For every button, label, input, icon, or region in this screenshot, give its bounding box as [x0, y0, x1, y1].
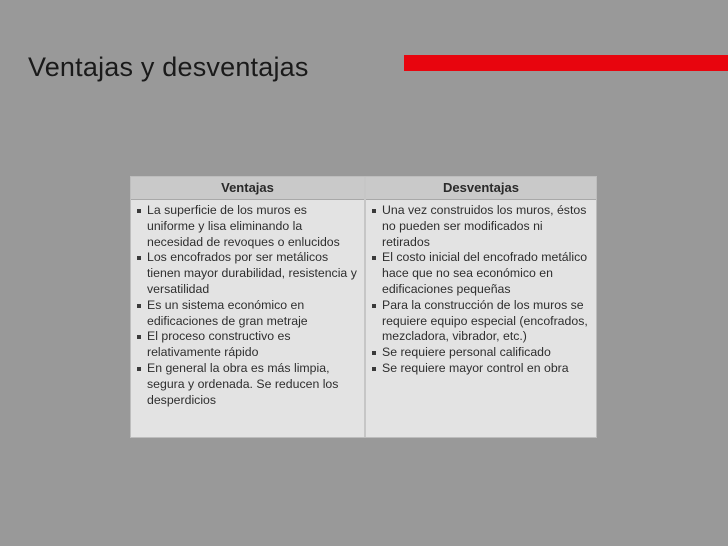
- accent-bar: [404, 55, 728, 71]
- bullet-icon: [372, 367, 376, 371]
- desventaja-text: Se requiere personal calificado: [382, 345, 551, 360]
- bullet-icon: [137, 335, 141, 339]
- desventajas-header: Desventajas: [366, 177, 596, 200]
- ventaja-item: [137, 250, 358, 297]
- desventaja-item: [372, 345, 590, 361]
- ventajas-list: [131, 200, 364, 408]
- slide-title: Ventajas y desventajas: [28, 52, 309, 82]
- ventaja-item: [137, 361, 358, 408]
- ventajas-header: Ventajas: [131, 177, 364, 200]
- desventaja-item: [372, 361, 590, 377]
- bullet-icon: [137, 304, 141, 308]
- ventaja-text: En general la obra es más limpia, segura y ordenada. Se reducen los desperdicios: [147, 360, 339, 407]
- bullet-icon: [372, 304, 376, 308]
- comparison-table-image: [130, 176, 597, 438]
- desventaja-item: [372, 203, 590, 250]
- desventaja-text: Una vez construidos los muros, éstos no pueden ser modificados ni retirados: [382, 203, 587, 249]
- bullet-icon: [372, 209, 376, 213]
- bullet-icon: [372, 256, 376, 260]
- desventaja-item: [372, 250, 590, 297]
- desventaja-text: El costo inicial del encofrado metálico hace que no sea económico en edificaciones pequeñas: [382, 250, 588, 296]
- bullet-icon: [137, 367, 141, 371]
- ventaja-text: Es un sistema económico en edificaciones de gran metraje: [147, 297, 308, 328]
- ventaja-item: [137, 298, 358, 330]
- ventaja-item: [137, 329, 358, 361]
- desventajas-column: [366, 177, 596, 437]
- ventaja-text: El proceso constructivo es relativamente rápido: [147, 329, 291, 360]
- desventaja-text: Para la construcción de los muros se requiere equipo especial (encofrados, mezcladora, vibrador, etc.): [382, 297, 588, 344]
- bullet-icon: [137, 256, 141, 260]
- desventaja-text: Se requiere mayor control en obra: [382, 360, 569, 375]
- desventaja-item: [372, 298, 590, 345]
- bullet-icon: [137, 209, 141, 213]
- ventaja-text: Los encofrados por ser metálicos tienen mayor durabilidad, resistencia y versatilidad: [147, 250, 357, 296]
- ventaja-item: [137, 203, 358, 250]
- desventajas-list: [366, 200, 596, 377]
- ventajas-column: [131, 177, 364, 437]
- ventaja-text: La superficie de los muros es uniforme y lisa eliminando la necesidad de revoques o enlucidos: [147, 203, 340, 249]
- bullet-icon: [372, 351, 376, 355]
